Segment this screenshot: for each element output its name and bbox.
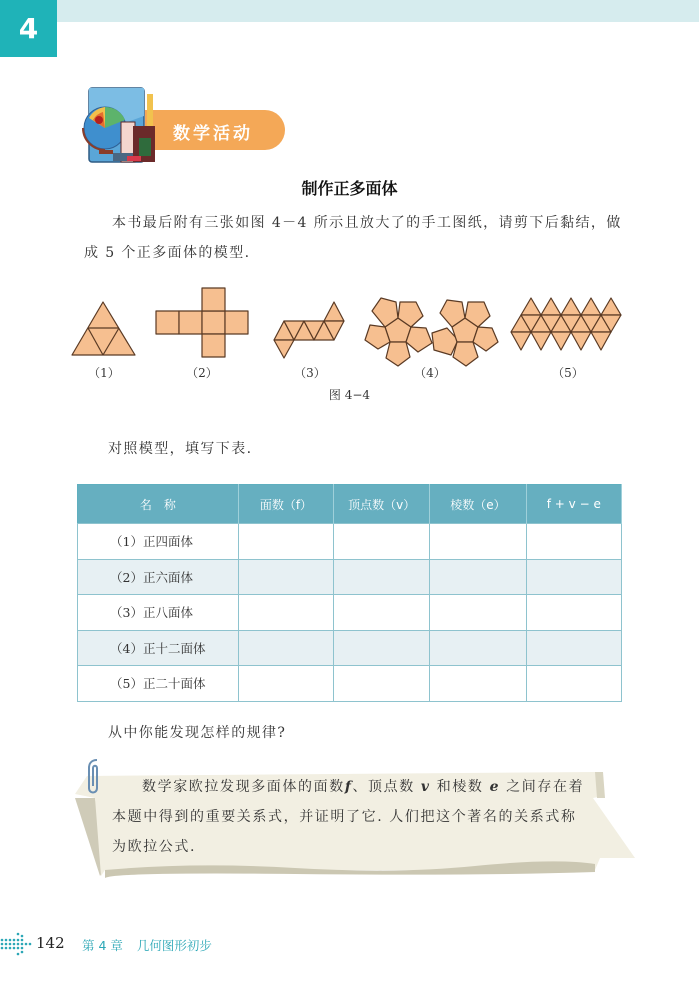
chapter-title: 几何图形初步	[136, 938, 212, 953]
net-label-5: （5）	[552, 366, 584, 380]
cell-faces[interactable]	[238, 595, 333, 631]
header-faces: 面数（f）	[238, 485, 333, 524]
var-e: e	[489, 779, 501, 795]
math-activity-banner	[75, 86, 290, 166]
row-name: （5）正二十面体	[78, 666, 239, 702]
chapter-number-tab: 4	[0, 0, 57, 57]
var-v: v	[420, 779, 431, 795]
cell-formula[interactable]	[526, 666, 621, 702]
net-label-4: （4）	[414, 366, 446, 380]
header-edges: 棱数（e）	[430, 485, 526, 524]
cell-formula[interactable]	[526, 595, 621, 631]
header-name: 名 称	[78, 485, 239, 524]
table-row	[78, 595, 622, 631]
var-f: f	[344, 779, 353, 795]
net-label-1: （1）	[88, 366, 120, 380]
cell-faces[interactable]	[238, 666, 333, 702]
cell-vertices[interactable]	[334, 630, 430, 666]
chapter-label: 第 4 章	[82, 938, 123, 953]
globe-books-icon	[75, 86, 165, 166]
net-label-2: （2）	[186, 366, 218, 380]
banner-label: 数学活动	[173, 124, 253, 144]
table-header-row	[78, 485, 622, 524]
cell-edges[interactable]	[430, 630, 526, 666]
top-header-band	[57, 0, 699, 22]
footer-chapter	[82, 936, 226, 954]
table-instruction: 对照模型，填写下表.	[108, 441, 253, 457]
polyhedra-table	[77, 484, 622, 702]
question-text: 从中你能发现怎样的规律?	[108, 725, 287, 741]
cell-formula[interactable]	[526, 630, 621, 666]
dodecahedron-net-icon	[365, 298, 498, 366]
page-number: 142	[36, 934, 65, 952]
polyhedra-nets-figure	[60, 280, 650, 375]
table-row	[78, 559, 622, 595]
cell-vertices[interactable]	[334, 559, 430, 595]
table-row	[78, 630, 622, 666]
header-vertices: 顶点数（v）	[334, 485, 430, 524]
dot-arrow-icon	[0, 932, 34, 958]
cell-faces[interactable]	[238, 630, 333, 666]
table-row	[78, 524, 622, 560]
tetrahedron-net-icon	[72, 302, 135, 355]
net-label-3: （3）	[294, 366, 326, 380]
cell-edges[interactable]	[430, 666, 526, 702]
row-name: （1）正四面体	[78, 524, 239, 560]
row-name: （2）正六面体	[78, 559, 239, 595]
row-name: （4）正十二面体	[78, 630, 239, 666]
cell-vertices[interactable]	[334, 595, 430, 631]
euler-note-text: 数学家欧拉发现多面体的面数f、顶点数 v 和棱数 e 之间存在着本题中得到的重要关系式，并证明了它. 人们把这个著名的关系式称为欧拉公式.	[112, 779, 585, 855]
figure-caption: 图 4−4	[328, 388, 371, 402]
octahedron-net-icon	[274, 302, 344, 358]
icosahedron-net-icon	[511, 298, 621, 350]
table-row	[78, 666, 622, 702]
cell-vertices[interactable]	[334, 666, 430, 702]
cell-faces[interactable]	[238, 559, 333, 595]
cell-formula[interactable]	[526, 524, 621, 560]
cell-edges[interactable]	[430, 595, 526, 631]
section-title: 制作正多面体	[301, 179, 398, 198]
cube-net-icon	[156, 288, 248, 357]
row-name: （3）正八面体	[78, 595, 239, 631]
cell-edges[interactable]	[430, 524, 526, 560]
intro-paragraph: 本书最后附有三张如图 4－4 所示且放大了的手工图纸，请剪下后黏结，做成 5 个正多面体的模型.	[84, 215, 622, 261]
cell-faces[interactable]	[238, 524, 333, 560]
header-formula: f + v − e	[526, 485, 621, 524]
cell-vertices[interactable]	[334, 524, 430, 560]
cell-formula[interactable]	[526, 559, 621, 595]
cell-edges[interactable]	[430, 559, 526, 595]
